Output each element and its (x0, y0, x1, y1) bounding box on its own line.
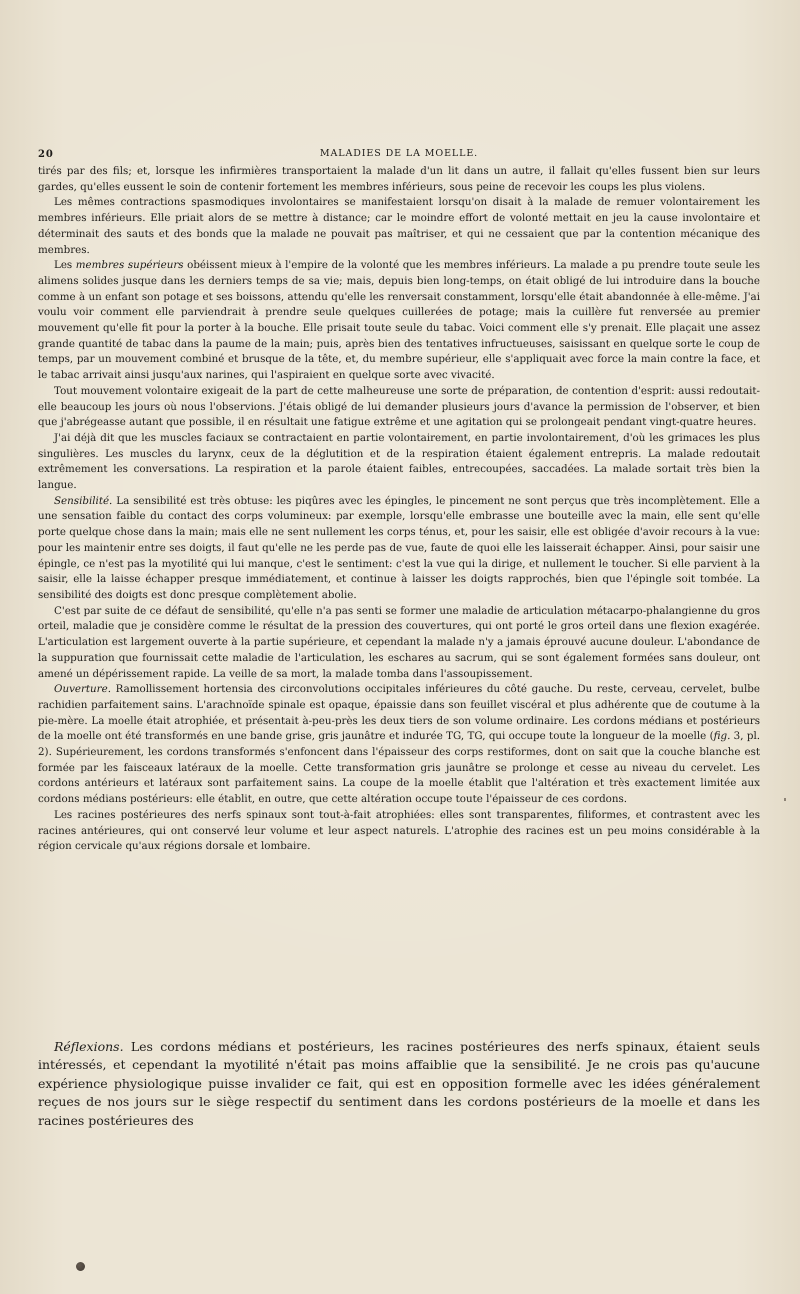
paragraph-1 (38, 164, 760, 195)
section-emphasis: membres supérieurs (75, 259, 184, 272)
margin-mark (784, 798, 786, 801)
figure-abbreviation: fig. (713, 730, 731, 743)
reflexions-section (38, 1038, 760, 1130)
reflexions-text: Les cordons médians et postérieurs, les racines postérieures des nerfs spinaux, étaient seuls intéressés, et cependant la myotilité n'était pas moins affaiblie que la sensibilité. Je ne crois pas qu'aucune expérience physiologique puisse invalider ce fait, qui est en opposition formelle avec les idées généralement reçues de nos jours sur le siège respectif du sentiment dans les cordons postérieurs de la moelle et dans les racines postérieures des (38, 1039, 760, 1128)
paragraph-3 (38, 258, 760, 384)
paragraph-text: Les racines postérieures des nerfs spinaux sont tout-à-fait atrophiées: elles sont transparentes, filiformes, et contrastent avec les racines antérieures, qui ont conservé leur volume et leur aspect naturels. L'atrophie des racines est un peu moins considérable à la région cervicale qu'aux régions dorsale et lombaire. (38, 808, 760, 853)
paragraph-text: Les mêmes contractions spasmodiques involontaires se manifestaient lorsqu'on disait à la malade de remuer volontairement les membres inférieurs. Elle priait alors de se mettre à distance; car le moindre effort de volonté mettait en jeu la cause involontaire et déterminait des sauts et des bonds que la malade ne pouvait pas maîtriser, et qui ne cessaient que par la contention mécanique des membres. (38, 196, 760, 256)
paragraph-4 (38, 384, 760, 431)
paragraph-text: J'ai déjà dit que les muscles faciaux se contractaient en partie volontairement, en partie involontairement, d'où les grimaces les plus singulières. Les muscles du larynx, ceux de la déglutition et de la respiration étaient également entrepris. La malade redoutait extrêmement les conversations. La respiration et la parole étaient faibles, entrecoupées, saccadées. La malade sortait très bien la langue. (38, 431, 760, 492)
paragraph-text: Ramollissement hortensia des circonvolutions occipitales inférieures du côté gauche. Du reste, cerveau, cervelet, bulbe rachidien parfaitement sains. L'arachnoïde spinale est opaque, épaissie dans son feuillet viscéral et plus adhérente que de coutume à la pie-mère. La moelle était atrophiée, et présentait à-peu-près les deux tiers de son volume ordinaire. Les cordons médians et postérieurs de la moelle ont été transformés en une bande grise, gris jaunâtre et indurée TG, TG, qui occupe toute la longueur de la moelle ( (38, 683, 760, 743)
paragraph-text: tirés par des fils; et, lorsque les infirmières transportaient la malade d'un lit dans un autre, il fallait qu'elles fussent bien sur leurs gardes, qu'elles eussent le soin de contenir fortement les membres inférieurs, sous peine de recevoir les coups les plus violens. (38, 165, 760, 193)
section-emphasis: Sensibilité. (54, 494, 113, 507)
running-head: MALADIES DE LA MOELLE. (319, 148, 479, 159)
paragraph-8 (38, 682, 760, 808)
paragraph-lead: Les (54, 259, 76, 272)
page-number: 20 (38, 149, 54, 160)
reflexions-paragraph (38, 1038, 760, 1130)
section-emphasis: Ouverture. (54, 683, 111, 696)
paragraph-text: obéissent mieux à l'empire de la volonté que les membres inférieurs. La malade a pu prendre toute seule les alimens solides jusque dans les derniers temps de sa vie; mais, depuis bien long-temps, on était obligé de lui introduire dans la bouche comme à un enfant son potage et ses boissons, attendu qu'elle les renversait constamment, lorsqu'elle était abandonnée à elle-même. J'ai voulu voir comment elle parviendrait à prendre seule quelques cuillerées de potage; mais la cuillère fut renversée au premier mouvement qu'elle fit pour la porter à la bouche. Elle prisait toute seule du tabac. Voici comment elle s'y prenait. Elle plaçait une assez grande quantité de tabac dans la paume de la main; puis, après bien des tentatives infructueuses, saisissant en quelque sorte le coup de temps, par un mouvement combiné et brusque de la tête, et, du membre supérieur, elle s'appliquait avec force la main contre la face, et le tabac arrivait ainsi jusqu'aux narines, qui l'aspiraient en quelque sorte avec vivacité. (38, 259, 760, 382)
main-text (38, 164, 760, 855)
paragraph-text: Tout mouvement volontaire exigeait de la part de cette malheureuse une sorte de préparation, de contention d'esprit: aussi redoutait-elle beaucoup les jours où nous l'observions. J'étais obligé de lui demander plusieurs jours d'avance la permission de l'observer, et bien que j'abrégeasse autant que possible, il en résultait une fatigue extrême et une agitation qui se prolongeait pendant vingt-quatre heures. (38, 384, 760, 429)
paragraph-2 (38, 195, 760, 258)
paragraph-tail: 3, pl. 2). Supérieurement, les cordons transformés s'enfoncent dans l'épaisseur des corps restiformes, dont on sait que la couche blanche est formée par les faisceaux latéraux de la moelle. Cette transformation gris jaunâtre se prolonge et cesse au niveau du cervelet. Les cordons antérieurs et latéraux sont parfaitement sains. La coupe de la moelle établit que l'altération et très exactement limitée aux cordons médians postérieurs: elle établit, en outre, que cette altération occupe toute l'épaisseur de ces cordons. (38, 730, 761, 806)
ink-mark (76, 1262, 85, 1271)
paragraph-5 (38, 431, 760, 494)
paragraph-6 (38, 494, 760, 604)
paragraph-7 (38, 604, 760, 683)
reflexions-label: Réflexions. (54, 1039, 124, 1054)
paragraph-text: La sensibilité est très obtuse: les piqûres avec les épingles, le pincement ne sont perçus que très incomplètement. Elle a une sensation faible du contact des corps volumineux: par exemple, lorsqu'elle embrasse une bouteille avec la main, elle sent qu'elle porte quelque chose dans la main; mais elle ne sent nullement les corps ténus, et, pour les saisir, elle est obligée d'avoir recours à la vue: pour les maintenir entre ses doigts, il faut qu'elle ne les perde pas de vue, faute de quoi elle les laisserait échapper. Ainsi, pour saisir une épingle, ce n'est pas la myotilité qui lui manque, c'est le sentiment: c'est la vue qui la dirige, et nullement le toucher. Si elle parvient à la saisir, elle la laisse échapper presque immédiatement, et continue à laisser les doigts rapprochés, bien que l'épingle soit tombée. La sensibilité des doigts est donc presque complètement abolie. (38, 494, 760, 601)
page-header (38, 146, 760, 162)
paragraph-text: C'est par suite de ce défaut de sensibilité, qu'elle n'a pas senti se former une maladie de articulation métacarpo-phalangienne du gros orteil, maladie que je considère comme le résultat de la pression des couvertures, qui ont porté le gros orteil dans une flexion exagérée. L'articulation est largement ouverte à la partie supérieure, et cependant la malade n'y a jamais éprouvé aucune douleur. L'abondance de la suppuration que fournissait cette maladie de l'articulation, les eschares au sacrum, qui se sont également formées sans douleur, ont amené un dépérissement rapide. La veille de sa mort, la malade tomba dans l'assoupissement. (38, 604, 760, 680)
paragraph-9 (38, 808, 760, 855)
